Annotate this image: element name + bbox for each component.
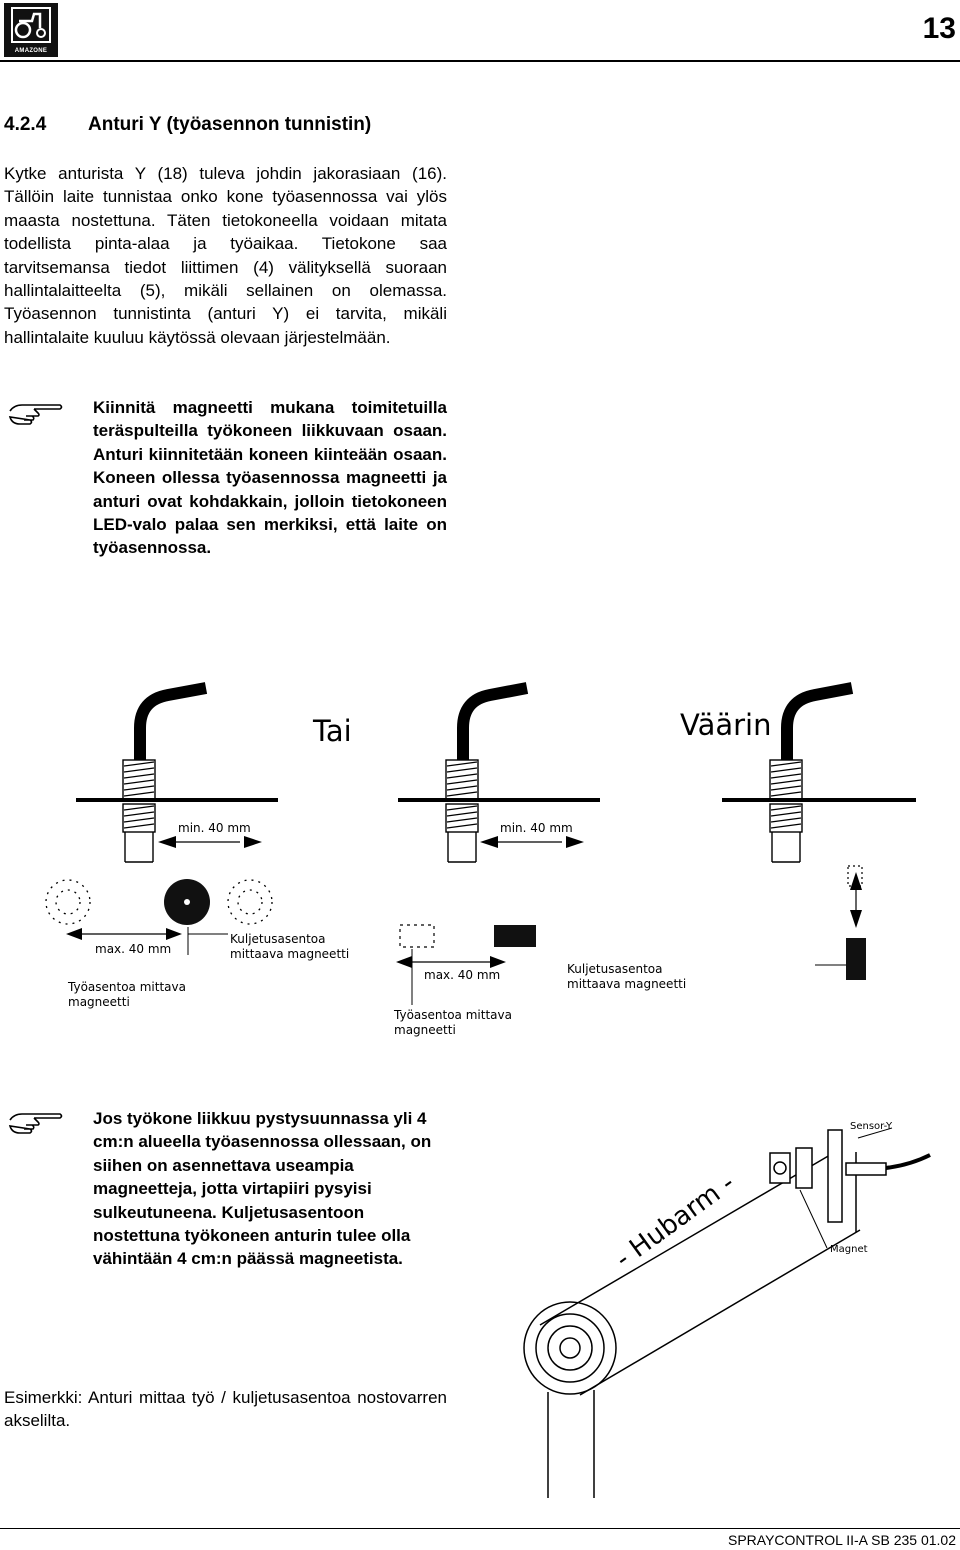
transport-magnet-label-2: Kuljetusasentoa mittaava magneetti — [567, 962, 687, 991]
work-magnet-label-1: Työasentoa mittava magneetti — [68, 980, 186, 1009]
max-distance-label-2: max. 40 mm — [424, 968, 501, 982]
transport-magnet-label-1: Kuljetusasentoa mittaava magneetti — [230, 932, 350, 961]
pointing-hand-icon — [8, 1108, 64, 1138]
rect-magnet-solid — [494, 925, 536, 947]
round-magnet-dotted-1 — [46, 880, 90, 924]
footer-text: SPRAYCONTROL II-A SB 235 01.02 — [728, 1532, 956, 1548]
max-distance-arrow-1 — [66, 928, 182, 940]
intro-paragraph: Kytke anturista Y (18) tuleva johdin jakorasiaan (16). Tällöin laite tunnistaa onko kone työasennossa vai ylös maasta nostettuna. Täten tietokoneella voidaan mitata todellista pinta-alaa ja työaikaa. Tietokone saa tarvitsemansa tiedot liittimen (4) välityksellä suoraan hallintalaitteelta (5), mikäli sellainen on olemassa. Työasennon tunnistinta (anturi Y) ei tarvita, mikäli hallintalaite kuuluu käytössä olevaan järjestelmään. — [4, 164, 447, 347]
label-wrong: Väärin — [680, 708, 772, 742]
vertical-distance-arrow — [850, 872, 862, 928]
note-magnet-mounting: Kiinnitä magneetti mukana toimitetuilla teräspulteilla työkoneen liikkuvaan osaan. Anturi kiinnitetään koneen kiinteään osaan. Koneen ollessa työasennossa magneetti ja anturi ovat kohdakkain, jolloin tietokoneen LED-valo palaa sen merkiksi, että laite on työasennossa. — [93, 398, 447, 558]
min-distance-arrow-1 — [158, 836, 262, 848]
min-distance-label-1: min. 40 mm — [178, 821, 251, 835]
work-magnet-label-2: Työasentoa mittava magneetti — [394, 1008, 512, 1037]
amazone-logo — [4, 3, 58, 57]
sensor-1 — [76, 688, 278, 862]
max-distance-label-1: max. 40 mm — [95, 942, 172, 956]
page-number: 13 — [922, 12, 956, 45]
footer-divider — [0, 1528, 960, 1529]
section-heading — [4, 114, 371, 136]
section-title: Anturi Y (työasennon tunnistin) — [88, 114, 372, 135]
magnet-label: Magnet — [830, 1244, 868, 1255]
vertical-magnet-dotted — [848, 866, 862, 886]
pointing-hand-icon — [8, 399, 64, 429]
sensor-y-label: Sensor-Y — [850, 1121, 893, 1132]
vertical-magnet-solid — [846, 938, 866, 980]
round-magnet-dotted-2 — [228, 880, 272, 924]
label-or: Tai — [313, 714, 352, 748]
note-multiple-magnets: Jos työkone liikkuu pystysuunnassa yli 4 cm:n alueella työasennossa ollessaan, on siihen on asennettava useampia magneetteja, jotta virtapiiri pysyisi sulkeutuneena. Kuljetusasentoon nostettuna työkoneen anturin tulee olla vähintään 4 cm:n päässä magneetista. — [93, 1109, 432, 1269]
logo-brand-text: AMAZONE — [14, 48, 48, 54]
rect-magnet-dotted — [400, 925, 434, 947]
example-caption: Esimerkki: Anturi mittaa työ / kuljetusasentoa nostovarren akselilta. — [4, 1388, 447, 1431]
header-divider — [0, 60, 960, 62]
min-distance-arrow-2 — [480, 836, 584, 848]
min-distance-label-2: min. 40 mm — [500, 821, 573, 835]
section-number: 4.2.4 — [4, 114, 47, 135]
sensor-2 — [398, 688, 600, 862]
round-magnet-solid — [164, 879, 210, 925]
arm-label: - Hubarm - — [610, 1168, 741, 1275]
max-distance-arrow-2 — [396, 956, 506, 968]
tractor-logo-icon — [10, 6, 52, 44]
